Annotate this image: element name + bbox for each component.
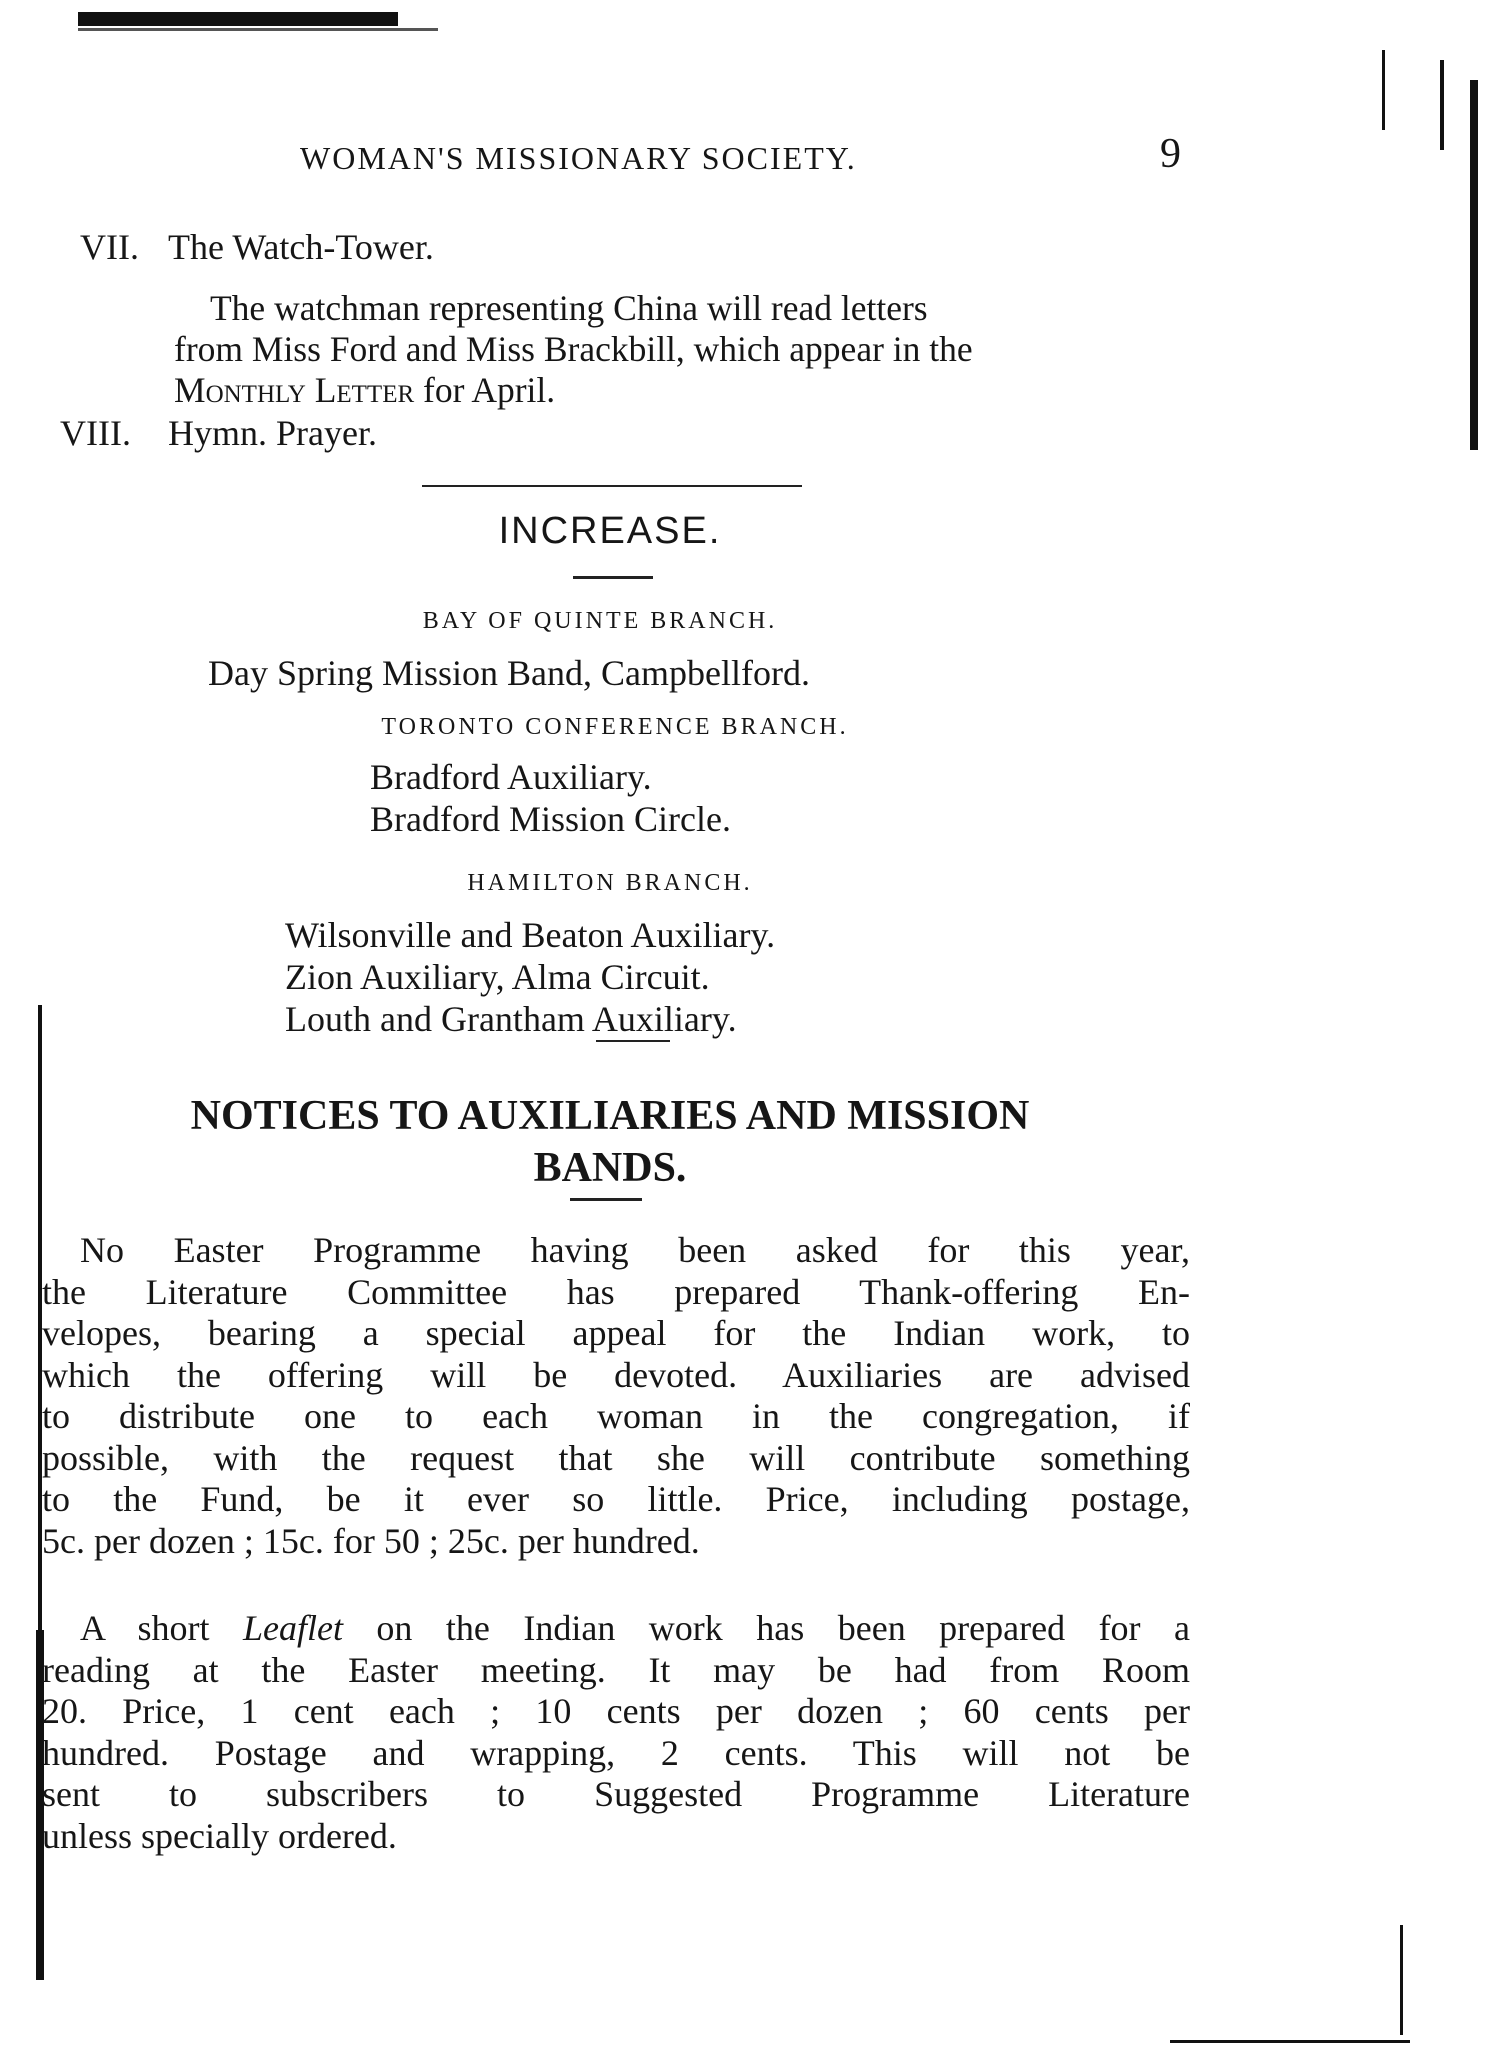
para1-line: to the Fund, be it ever so little. Price, including postage, xyxy=(42,1479,1190,1519)
section-divider-rule xyxy=(596,1040,670,1042)
monthly-letter-title: Monthly Letter xyxy=(174,370,415,410)
increase-title: INCREASE. xyxy=(498,510,722,552)
item-title: The Watch-Tower. xyxy=(168,227,434,267)
branch-heading-hamilton: HAMILTON BRANCH. xyxy=(467,870,753,896)
section-divider-rule xyxy=(422,485,802,487)
page-number: 9 xyxy=(1160,131,1181,177)
para2-line: sent to subscribers to Suggested Programme Literature xyxy=(42,1774,1190,1814)
body-line: The watchman representing China will read letters xyxy=(210,288,928,328)
scan-artifact-bottom-right-rule xyxy=(1170,2040,1410,2043)
para2-line-first xyxy=(42,1608,1190,1650)
branch-heading-bay-of-quinte: BAY OF QUINTE BRANCH. xyxy=(422,608,778,634)
leaflet-title: Leaflet xyxy=(242,1608,343,1648)
branch-entry: Wilsonville and Beaton Auxiliary. xyxy=(285,915,776,955)
para2-line: reading at the Easter meeting. It may be had from Room xyxy=(42,1649,1190,1690)
program-item-vii-body xyxy=(174,288,1192,411)
branch-entry: Louth and Grantham Auxiliary. xyxy=(285,999,737,1039)
para1-line: which the offering will be devoted. Auxiliaries are advised xyxy=(42,1354,1190,1395)
body-line-suffix: for April. xyxy=(414,370,556,410)
scan-artifact-right-mark xyxy=(1440,60,1444,150)
branch-heading-toronto: TORONTO CONFERENCE BRANCH. xyxy=(381,714,849,740)
scan-artifact-right-edge xyxy=(1470,80,1478,450)
scan-artifact-right-mark-2 xyxy=(1382,50,1385,130)
branch-entry: Bradford Auxiliary. xyxy=(370,757,652,797)
para1-line-last: 5c. per dozen ; 15c. for 50 ; 25c. per hundred. xyxy=(42,1520,700,1561)
para2-line: hundred. Postage and wrapping, 2 cents. This will not be xyxy=(42,1732,1190,1773)
scan-artifact-top-bar-thin xyxy=(78,28,438,31)
para2-line: 20. Price, 1 cent each ; 10 cents per dozen ; 60 cents per xyxy=(42,1691,1190,1731)
branch-entry: Bradford Mission Circle. xyxy=(370,799,731,839)
scan-artifact-bottom-right-line xyxy=(1400,1925,1403,2035)
para2-prefix: A short xyxy=(80,1608,243,1648)
para1-line: to distribute one to each woman in the congregation, if xyxy=(42,1396,1190,1436)
para1-line: the Literature Committee has prepared Thank-offering En- xyxy=(42,1271,1190,1312)
scan-artifact-top-bar xyxy=(78,12,398,26)
item-title: Hymn. Prayer. xyxy=(168,413,377,453)
para2-suffix: on the Indian work has been prepared for a xyxy=(342,1608,1190,1648)
para1-line: No Easter Programme having been asked for this year, xyxy=(80,1230,1190,1270)
item-numeral: VII. xyxy=(80,227,139,267)
notices-paragraph-2 xyxy=(42,1608,1190,1857)
branch-entry: Day Spring Mission Band, Campbellford. xyxy=(208,653,810,693)
increase-title-underline xyxy=(573,576,653,579)
notices-title-line-1: NOTICES TO AUXILIARIES AND MISSION xyxy=(190,1093,1030,1139)
running-head: WOMAN'S MISSIONARY SOCIETY. xyxy=(300,140,857,176)
notices-title-line-2: BANDS. xyxy=(533,1145,687,1191)
para1-line: velopes, bearing a special appeal for the Indian work, to xyxy=(42,1313,1190,1353)
program-item-vii xyxy=(80,226,434,268)
program-item-viii xyxy=(60,412,377,454)
body-line-last xyxy=(174,370,1192,411)
para1-line: possible, with the request that she will contribute something xyxy=(42,1437,1190,1478)
notices-paragraph-1 xyxy=(42,1230,1190,1562)
branch-entry: Zion Auxiliary, Alma Circuit. xyxy=(285,957,710,997)
para2-line-last: unless specially ordered. xyxy=(42,1815,397,1856)
notices-title-underline xyxy=(570,1198,642,1201)
item-numeral: VIII. xyxy=(60,413,131,453)
notices-title xyxy=(60,1090,1160,1194)
body-line: from Miss Ford and Miss Brackbill, which appear in the xyxy=(174,329,973,369)
